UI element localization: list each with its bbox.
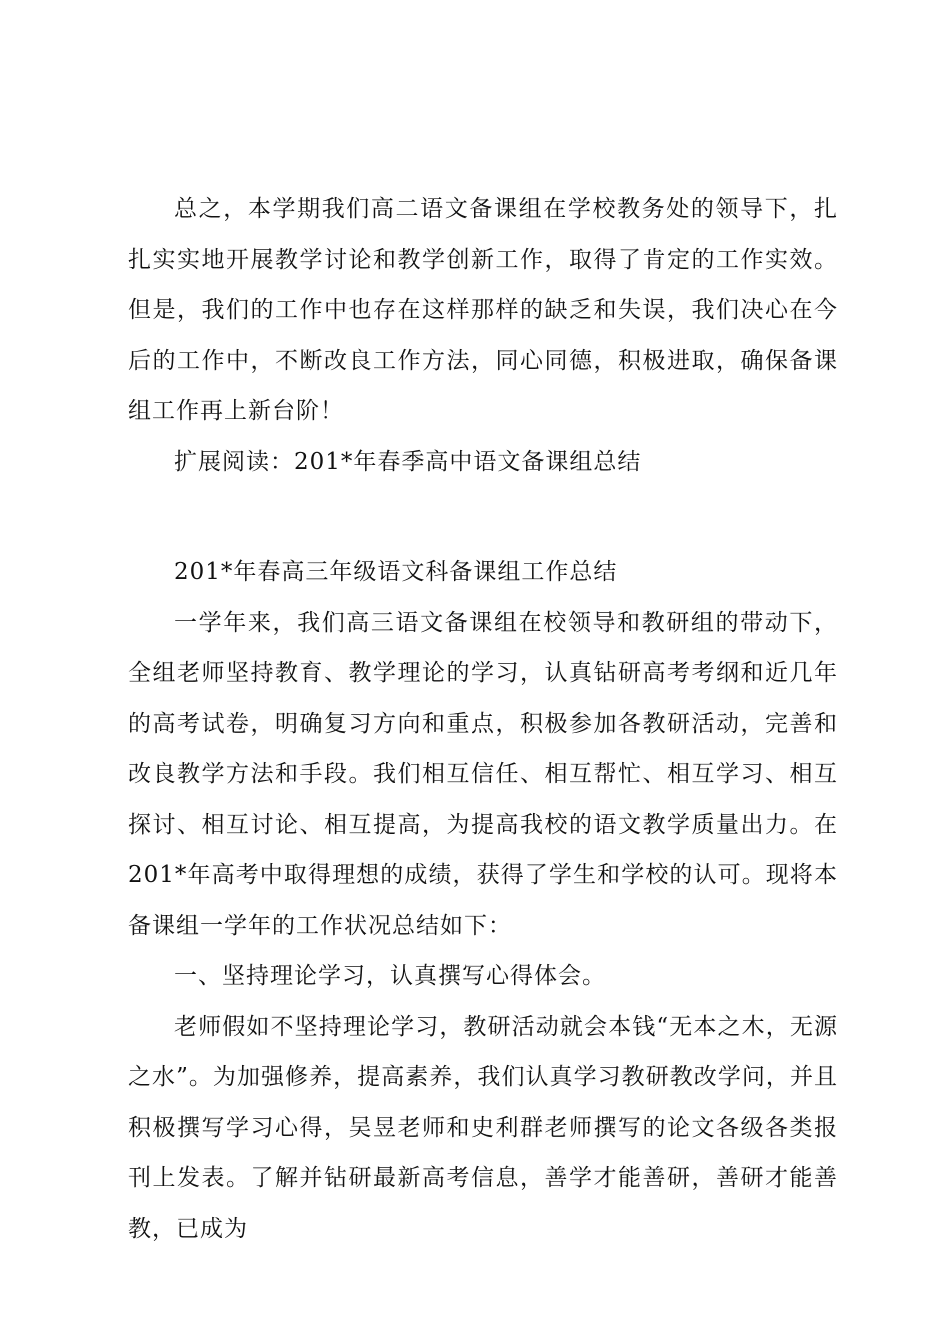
paragraph-extended-reading: 扩展阅读：201*年春季高中语文备课组总结 bbox=[174, 448, 642, 475]
paragraph-theory: 老师假如不坚持理论学习，教研活动就会本钱“无本之木，无源之水”。为加强修养，提高素养，我们认真学习教研教改学问，并且积极撰写学习心得，吴昱老师和史利群老师撰写的论文各级各类报刊上发表。了解并钻研最新高考信息，善学才能善研，善研才能善教，已成为 bbox=[128, 1013, 838, 1242]
paragraph-intro: 一学年来，我们高三语文备课组在校领导和教研组的带动下，全组老师坚持教育、教学理论的学习，认真钻研高考考纲和近几年的高考试卷，明确复习方向和重点，积极参加各教研活动，完善和改良教学方法和手段。我们相互信任、相互帮忙、相互学习、相互探讨、相互讨论、相互提高，为提高我校的语文教学质量出力。在201*年高考中取得理想的成绩，获得了学生和学校的认可。现将本备课组一学年的工作状况总结如下： bbox=[128, 609, 838, 939]
section-gap bbox=[128, 487, 838, 547]
document-body bbox=[128, 184, 838, 1254]
section-heading-theory: 一、坚持理论学习，认真撰写心得体会。 bbox=[174, 963, 606, 989]
paragraph-summary: 总之，本学期我们高二语文备课组在学校教务处的领导下，扎扎实实地开展教学讨论和教学创新工作，取得了肯定的工作实效。但是，我们的工作中也存在这样那样的缺乏和失误，我们决心在今后的工作中，不断改良工作方法，同心同德，积极进取，确保备课组工作再上新台阶！ bbox=[128, 196, 838, 424]
document-title: 201*年春高三年级语文科备课组工作总结 bbox=[174, 559, 618, 585]
